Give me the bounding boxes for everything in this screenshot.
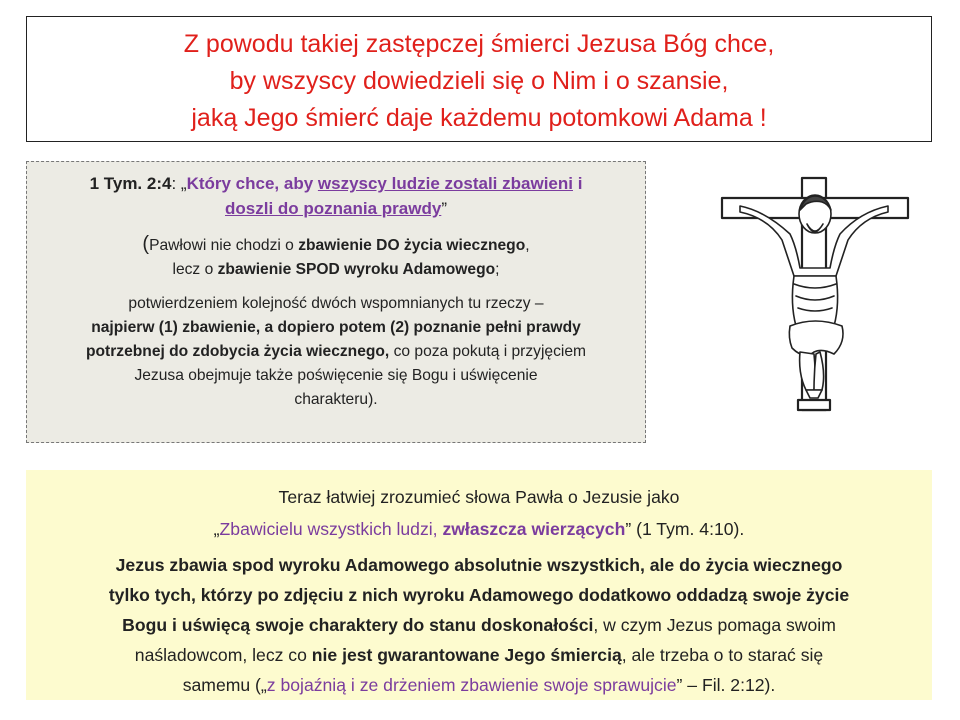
verse-quote-end: ” (441, 199, 447, 218)
verse-line-8: Jezusa obejmuje także poświęcenie się Bogu i uświęcenie (134, 367, 538, 384)
bottom-line-4: tylko tych, którzy po zdjęciu z nich wyroku Adamowego dodatkowo oddadzą swoje życie (108, 585, 850, 605)
verse-text: co poza pokutą i przyjęciem (389, 343, 587, 360)
verse-text: ; (495, 261, 500, 278)
verse-line-7 (37, 340, 635, 364)
verse-bold: potrzebnej do zdobycia życia wiecznego, (85, 343, 390, 360)
crucifix-icon (710, 176, 910, 416)
verse-line-2 (37, 197, 635, 222)
bottom-text: naśladowcom, lecz co (134, 645, 312, 665)
verse-line-4 (37, 258, 635, 282)
bottom-box (26, 470, 932, 700)
verse-quote-d: doszli do poznania prawdy (225, 199, 442, 218)
verse-quote-a: Który chce, aby (186, 174, 318, 193)
verse-text: lecz o (172, 261, 218, 278)
verse-colon: : „ (171, 174, 187, 193)
bottom-text: samemu („ (182, 675, 267, 695)
verse-reference: 1 Tym. 2:4 (89, 174, 172, 193)
bottom-line-2 (26, 514, 932, 544)
bottom-bold: Bogu i uświęcą swoje charaktery do stanu doskonałości (122, 615, 594, 635)
verse-line-9: charakteru). (294, 391, 378, 408)
verse-line-3 (37, 232, 635, 258)
bottom-line-6 (26, 640, 932, 670)
quote-ref: ” (1 Tym. 4:10). (625, 519, 745, 539)
verse-quote-c: i (572, 174, 583, 193)
title-box (26, 16, 932, 142)
bottom-line-7 (26, 670, 932, 700)
quote-purple-bold: zwłaszcza wierzących (442, 519, 626, 539)
verse-text: Pawłowi nie chodzi o (149, 237, 299, 254)
bottom-line-5 (26, 610, 932, 640)
bottom-bold: nie jest gwarantowane Jego śmiercią (311, 645, 622, 665)
bottom-text: ” – Fil. 2:12). (676, 675, 776, 695)
verse-text: , (525, 237, 530, 254)
verse-quote-b: wszyscy ludzie zostali zbawieni (317, 174, 573, 193)
verse-line-5: potwierdzeniem kolejność dwóch wspomnianych tu rzeczy – (128, 295, 544, 312)
quote-purple: Zbawicielu wszystkich ludzi, (219, 519, 443, 539)
bottom-text: , w czym Jezus pomaga swoim (593, 615, 836, 635)
title-line-3: jaką Jego śmierć daje każdemu potomkowi Adama ! (191, 104, 767, 132)
verse-bold: zbawienie SPOD wyroku Adamowego (217, 261, 496, 278)
title-line-2: by wszyscy dowiedzieli się o Nim i o szansie, (229, 67, 729, 95)
verse-box (26, 161, 646, 443)
bottom-text: , ale trzeba o to starać się (621, 645, 824, 665)
verse-bold: zbawienie DO życia wiecznego (298, 237, 526, 254)
title-line-1: Z powodu takiej zastępczej śmierci Jezusa Bóg chce, (183, 30, 775, 58)
verse-line-6: najpierw (1) zbawienie, a dopiero potem (2) poznanie pełni prawdy (91, 319, 581, 336)
bottom-line-3: Jezus zbawia spod wyroku Adamowego absolutnie wszystkich, ale do życia wiecznego (115, 555, 843, 575)
bottom-line-1: Teraz łatwiej zrozumieć słowa Pawła o Jezusie jako (278, 487, 680, 507)
quote-open: „ (213, 519, 220, 539)
paren-open: ( (142, 233, 150, 255)
verse-line-1 (37, 172, 635, 197)
quote-purple: z bojaźnią i ze drżeniem zbawienie swoje sprawujcie (266, 675, 677, 695)
